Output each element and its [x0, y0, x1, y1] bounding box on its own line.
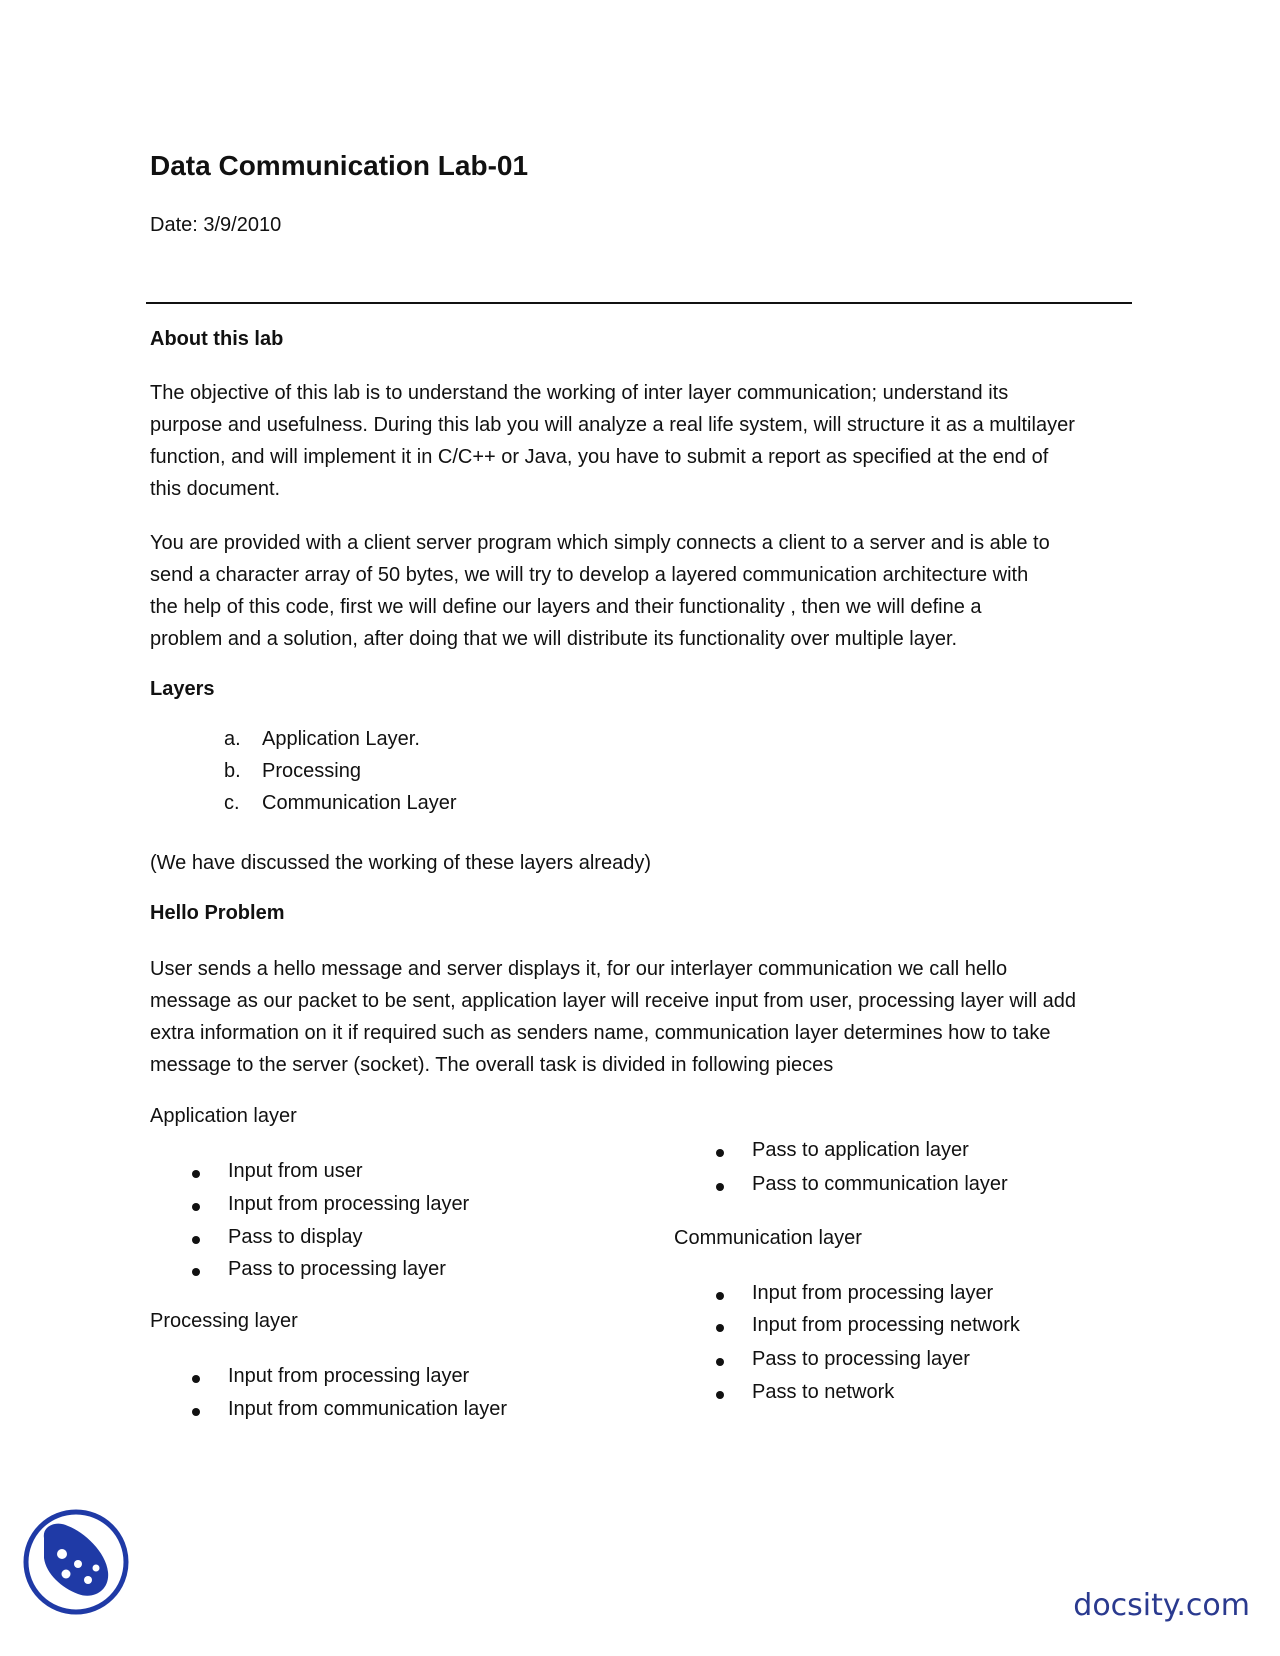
divider: [146, 302, 1132, 304]
text-line: message as our packet to be sent, application layer will receive input from user, processing layer will add: [150, 990, 1077, 1012]
document-title: Data Communication Lab-01: [150, 150, 529, 181]
text-line: purpose and usefulness. During this lab you will analyze a real life system, will structure it as a multilayer: [150, 414, 1075, 436]
text-line: function, and will implement it in C/C++ or Java, you have to submit a report as specified at the end of: [150, 446, 1049, 468]
list-item-text: Pass to processing layer: [752, 1348, 970, 1370]
bullet-icon: [716, 1149, 724, 1157]
text-line: send a character array of 50 bytes, we will try to develop a layered communication architecture with: [150, 564, 1029, 586]
layers-note: (We have discussed the working of these layers already): [150, 852, 651, 874]
bullet-icon: [192, 1170, 200, 1178]
list-item-text: Input from processing layer: [752, 1282, 994, 1304]
text-line: the help of this code, first we will define our layers and their functionality , then we will define a: [150, 596, 982, 618]
list-item-text: Input from communication layer: [228, 1398, 508, 1420]
text-line: You are provided with a client server program which simply connects a client to a server and is able to: [150, 532, 1050, 554]
bullet-icon: [716, 1324, 724, 1332]
application-layer-label: Application layer: [150, 1105, 297, 1127]
list-marker: c.: [224, 792, 240, 814]
list-item-text: Pass to display: [228, 1226, 363, 1248]
bullet-icon: [192, 1268, 200, 1276]
text-line: The objective of this lab is to understand the working of inter layer communication; understand its: [150, 382, 1009, 404]
docsity-brand-link[interactable]: docsity.com: [1073, 1588, 1250, 1623]
docsity-logo-icon[interactable]: [22, 1508, 130, 1616]
list-item-text: Communication Layer: [262, 792, 457, 814]
bullet-icon: [192, 1408, 200, 1416]
list-item-text: Pass to processing layer: [228, 1258, 446, 1280]
list-item-text: Processing: [262, 760, 361, 782]
list-marker: b.: [224, 760, 241, 782]
communication-layer-label: Communication layer: [674, 1227, 862, 1249]
processing-layer-label: Processing layer: [150, 1310, 298, 1332]
section-heading-about: About this lab: [150, 328, 284, 350]
section-heading-hello: Hello Problem: [150, 902, 285, 924]
list-marker: a.: [224, 728, 241, 750]
bullet-icon: [716, 1292, 724, 1300]
text-line: User sends a hello message and server displays it, for our interlayer communication we call hello: [150, 958, 1008, 980]
bullet-icon: [716, 1358, 724, 1366]
text-line: extra information on it if required such as senders name, communication layer determines how to take: [150, 1022, 1051, 1044]
list-item-text: Pass to communication layer: [752, 1173, 1008, 1195]
list-item-text: Input from processing network: [752, 1314, 1020, 1336]
bullet-icon: [716, 1391, 724, 1399]
list-item-text: Input from user: [228, 1160, 363, 1182]
section-heading-layers: Layers: [150, 678, 215, 700]
document-date: Date: 3/9/2010: [150, 214, 282, 236]
list-item-text: Application Layer.: [262, 728, 420, 750]
bullet-icon: [192, 1236, 200, 1244]
text-line: this document.: [150, 478, 281, 500]
list-item-text: Pass to network: [752, 1381, 895, 1403]
about-paragraph-1: [150, 377, 1135, 505]
bullet-icon: [716, 1183, 724, 1191]
list-item-text: Input from processing layer: [228, 1193, 470, 1215]
bullet-icon: [192, 1375, 200, 1383]
bullet-icon: [192, 1203, 200, 1211]
about-paragraph-2: [150, 527, 1135, 655]
text-line: problem and a solution, after doing that we will distribute its functionality over multiple layer.: [150, 628, 958, 650]
list-item-text: Input from processing layer: [228, 1365, 470, 1387]
list-item-text: Pass to application layer: [752, 1139, 969, 1161]
text-line: message to the server (socket). The overall task is divided in following pieces: [150, 1054, 834, 1076]
hello-paragraph: [150, 953, 1135, 1081]
